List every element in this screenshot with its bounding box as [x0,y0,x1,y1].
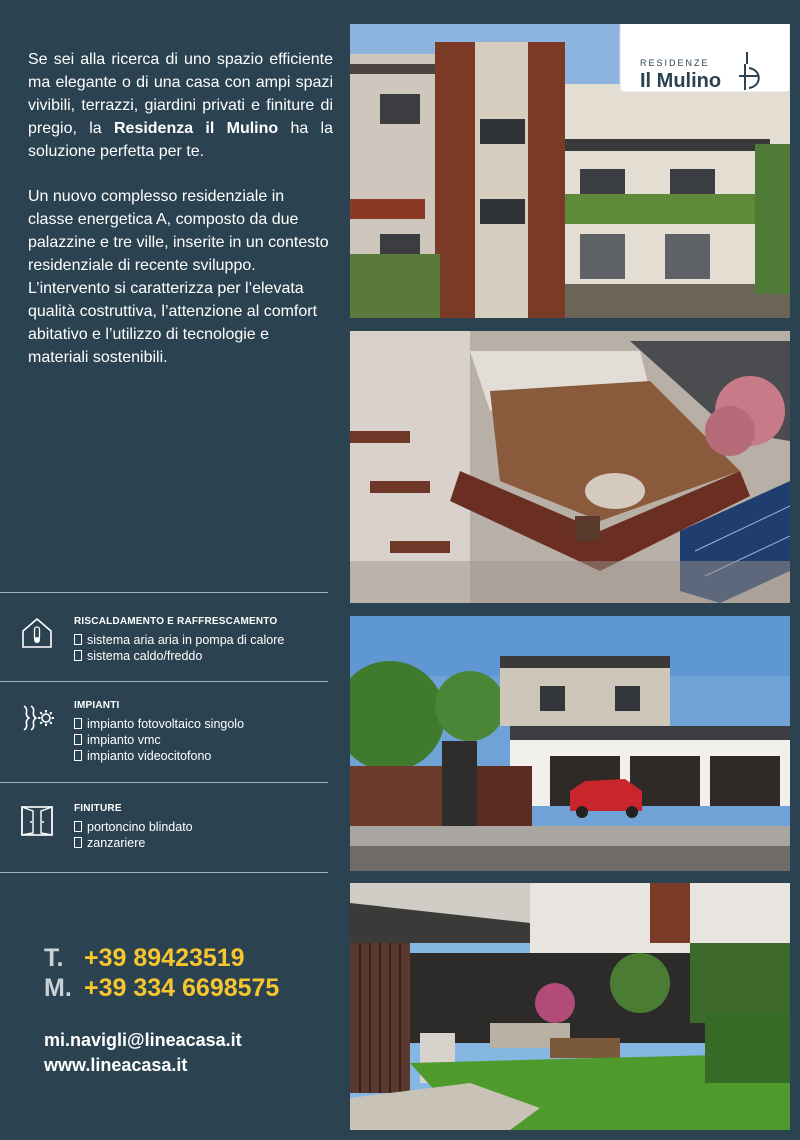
email-link[interactable]: mi.navigli@lineacasa.it [44,1030,242,1050]
residence-name: Residenza il Mulino [113,120,279,137]
intro-paragraph-1 [28,48,333,163]
feature-systems [20,700,320,770]
feature-title: IMPIANTI [74,700,120,711]
door-icon [20,803,54,837]
list-item: impianto videocitofono [74,748,244,764]
divider [0,592,328,593]
feature-finishes [20,803,320,858]
list-item: portoncino blindato [74,819,193,835]
list-item: sistema aria aria in pompa di calore [74,632,284,648]
mobile-number: +39 334 6698575 [84,974,280,1002]
list-item: impianto vmc [74,732,244,748]
divider [0,782,328,783]
website-link[interactable]: www.lineacasa.it [44,1055,188,1075]
divider [0,872,328,873]
villa-front-photo [350,616,790,871]
solar-gear-icon [20,700,54,734]
phone-landline[interactable] [44,943,245,973]
intro-text [28,48,333,391]
phone-label: T. [44,944,64,972]
feature-heating [20,616,320,676]
garden-patio-photo [350,883,790,1130]
feature-title: FINITURE [74,803,122,814]
intro-paragraph-2: Un nuovo complesso residenziale in classe energetica A, composto da due palazzine e tre ville, inserite in un contesto residenziale di recente sviluppo. L’intervento si caratterizza per l’elevata qualità costruttiva, l’attenzione al comfort abitativo e l’utilizzo di tecnologie e materiali sostenibili. [28,188,329,366]
list-item: sistema caldo/freddo [74,648,284,664]
feature-list [74,716,244,764]
logo-name-text: Il Mulino [640,70,722,92]
list-item: impianto fotovoltaico singolo [74,716,244,732]
terrace-aerial-photo [350,331,790,603]
building-facade-photo [350,24,790,318]
logo-top-text: RESIDENZE [640,58,710,68]
house-thermometer-icon [20,616,54,650]
feature-list [74,819,193,851]
mobile-label: M. [44,974,72,1002]
feature-list [74,632,284,664]
list-item: zanzariere [74,835,193,851]
intro-p1-text: Se sei alla ricerca di uno spazio efficiente ma elegante o di una casa con ampi spazi vivibili, terrazzi, giardini privati e finiture di pregio, la [28,51,333,137]
phone-mobile[interactable] [44,973,279,1003]
feature-title: RISCALDAMENTO E RAFFRESCAMENTO [74,616,278,627]
phone-number: +39 89423519 [84,944,245,972]
intro-p1-end: ha la soluzione perfetta per te. [28,120,334,160]
divider [0,681,328,682]
